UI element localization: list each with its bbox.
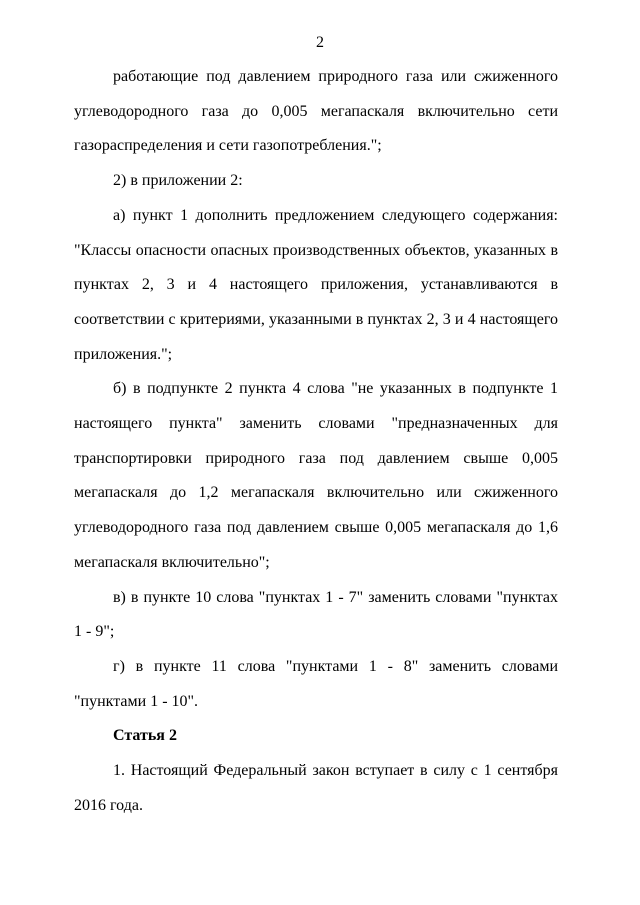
paragraph-item-a: а) пункт 1 дополнить предложением следующего содержания: "Классы опасности опасных производственных объектов, указанных в пунктах 2, 3 и 4 настоящего приложения, устанавливаются в соответствии с критериями, указанными в пунктах 2, 3 и 4 настоящего приложения."; — [74, 206, 558, 363]
paragraph-item-b: б) в подпункте 2 пункта 4 слова "не указанных в подпункте 1 настоящего пункта" заменить словами "предназначенных для транспортировки природного газа под давлением свыше 0,005 мегапаскаля до 1,2 мегапаскаля включительно или сжиженного углеводородного газа под давлением свыше 0,005 мегапаскаля до 1,6 мегапаскаля включительно"; — [74, 380, 558, 571]
document-body — [74, 60, 558, 823]
page-number: 2 — [316, 34, 324, 51]
paragraph-continuation: работающие под давлением природного газа или сжиженного углеводородного газа до 0,005 мегапаскаля включительно сети газораспределения и сети газопотребления."; — [74, 68, 558, 155]
paragraph-item-g: г) в пункте 11 слова "пунктами 1 - 8" заменить словами "пунктами 1 - 10". — [74, 657, 558, 710]
paragraph-item-v: в) в пункте 10 слова "пунктах 1 - 7" заменить словами "пунктах 1 - 9"; — [74, 588, 558, 641]
article-heading: Статья 2 — [113, 727, 177, 745]
paragraph-appendix-2: 2) в приложении 2: — [113, 172, 243, 190]
article-paragraph: 1. Настоящий Федеральный закон вступает в силу с 1 сентября 2016 года. — [74, 762, 558, 814]
